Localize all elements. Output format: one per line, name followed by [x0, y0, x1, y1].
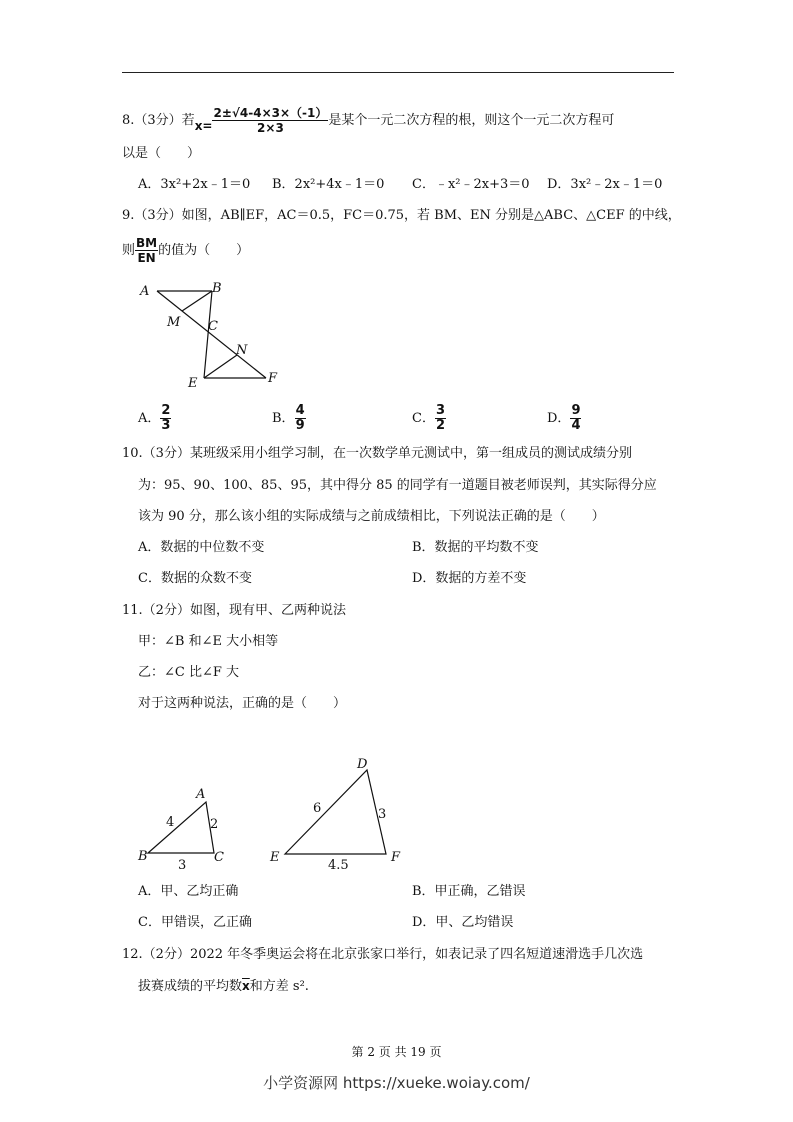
q12-xbar: $\overline{x}$	[242, 979, 250, 993]
q8-fraction	[212, 106, 328, 135]
q9-option-a-num: 2	[161, 403, 171, 418]
q9-line2-lead: 则	[122, 243, 136, 258]
q8-x-eq: x=	[194, 119, 213, 133]
q8-tail: 是某个一元二次方程的根，则这个一元二次方程可	[328, 113, 615, 128]
q11-label-e: E	[270, 850, 280, 865]
q9-label-b: B	[212, 281, 222, 296]
q11-side-ac: 2	[210, 817, 219, 832]
q9-label-f: F	[268, 371, 278, 386]
q8-denominator: 2×3	[257, 121, 284, 135]
q9-frac-num: BM	[136, 236, 158, 250]
q9-option-b-num: 4	[295, 403, 305, 418]
q8-option-b: B．2x²+4x﹣1＝0	[272, 177, 385, 192]
q11-line3: 乙：∠C 比∠F 大	[138, 665, 240, 680]
q9-option-a	[138, 404, 171, 433]
q9-line2-tail: 的值为（ ）	[158, 243, 250, 258]
q12-line1: 12.（2分）2022 年冬季奥运会将在北京张家口举行，如表记录了四名短道速滑选手几次选	[122, 947, 644, 962]
q11-label-f: F	[391, 850, 401, 865]
q9-option-a-letter: A．	[138, 411, 161, 426]
q12-line2-lead: 拔赛成绩的平均数	[138, 979, 243, 994]
q11-side-ef: 4.5	[328, 858, 349, 873]
q9-label-n: N	[236, 343, 248, 358]
q11-option-b: B．甲正确，乙错误	[412, 884, 526, 899]
q8-numerator: 2±√4-4×3×（-1）	[213, 106, 328, 120]
q11-option-d: D．甲、乙均错误	[412, 915, 514, 930]
q9-option-c-frac	[435, 404, 446, 433]
q9-line1: 9.（3分）如图，AB∥EF，AC＝0.5，FC＝0.75，若 BM、EN 分别是△ABC、△CEF 的中线，	[122, 208, 681, 223]
q9-option-c-den: 2	[435, 418, 445, 433]
q9-figure	[130, 278, 290, 393]
q11-line2: 甲：∠B 和∠E 大小相等	[138, 634, 279, 649]
q10-option-a: A．数据的中位数不变	[138, 540, 265, 555]
q11-label-a: A	[196, 787, 206, 802]
q9-option-c	[412, 404, 446, 433]
q9-option-b-letter: B．	[272, 411, 295, 426]
q9-option-c-letter: C．	[412, 411, 435, 426]
q9-label-a: A	[140, 284, 150, 299]
q11-side-bc: 3	[178, 858, 187, 873]
header-rule	[122, 72, 674, 73]
q9-frac-den: EN	[137, 251, 156, 265]
q11-triangle-abc	[148, 802, 214, 853]
q11-label-c: C	[214, 850, 224, 865]
q9-option-d-frac	[570, 404, 581, 433]
q9-label-e: E	[188, 376, 198, 391]
q8-option-a: A．3x²+2x﹣1＝0	[138, 177, 251, 192]
page-footer: 第 2 页 共 19 页	[351, 1045, 442, 1059]
q9-option-d-den: 4	[571, 418, 581, 433]
q10-line1: 10.（3分）某班级采用小组学习制，在一次数学单元测试中，第一组成员的测试成绩分别	[122, 446, 632, 461]
q9-option-d-letter: D．	[547, 411, 571, 426]
q12-line2-tail: 和方差 s².	[249, 979, 309, 994]
q10-line2: 为：95、90、100、85、95，其中得分 85 的同学有一道题目被老师误判，其实际得分应	[138, 478, 657, 493]
q9-option-b-frac	[295, 404, 306, 433]
q11-side-de: 6	[313, 801, 322, 816]
q10-option-c: C．数据的众数不变	[138, 571, 252, 586]
q11-line4: 对于这两种说法，正确的是（ ）	[138, 696, 347, 711]
q9-option-b	[272, 404, 306, 433]
q9-label-m: M	[167, 315, 181, 330]
q9-option-d	[547, 404, 581, 433]
q11-option-a: A．甲、乙均正确	[138, 884, 239, 899]
q10-option-b: B．数据的平均数不变	[412, 540, 539, 555]
q10-option-d: D．数据的方差不变	[412, 571, 527, 586]
q8-lead: 8.（3分）若	[122, 113, 195, 128]
q12-line2	[138, 978, 309, 995]
q9-option-d-num: 9	[571, 403, 581, 418]
q11-side-df: 3	[378, 807, 387, 822]
q11-option-c: C．甲错误，乙正确	[138, 915, 252, 930]
q8-line2: 以是（ ）	[122, 146, 201, 161]
q11-label-d: D	[357, 757, 368, 772]
q10-line3: 该为 90 分，那么该小组的实际成绩与之前成绩相比，下列说法正确的是（ ）	[138, 509, 605, 524]
q11-triangle-def	[285, 770, 386, 854]
q9-option-a-frac	[160, 404, 171, 433]
q9-label-c: C	[208, 319, 218, 334]
q11-figure	[130, 750, 420, 875]
q9-fraction	[135, 236, 158, 265]
q11-label-b: B	[138, 849, 148, 864]
q11-side-ab: 4	[166, 815, 175, 830]
q8-line1	[122, 106, 614, 135]
q11-line1: 11.（2分）如图，现有甲、乙两种说法	[122, 603, 346, 618]
q8-option-c: C．﹣x²﹣2x+3＝0	[412, 177, 530, 192]
q9-line2	[122, 236, 249, 265]
q8-option-d: D．3x²﹣2x﹣1＝0	[547, 177, 663, 192]
q9-option-a-den: 3	[161, 418, 171, 433]
watermark: 小学资源网 https://xueke.woiay.com/	[263, 1074, 530, 1092]
q9-option-b-den: 9	[295, 418, 305, 433]
q9-option-c-num: 3	[435, 403, 445, 418]
